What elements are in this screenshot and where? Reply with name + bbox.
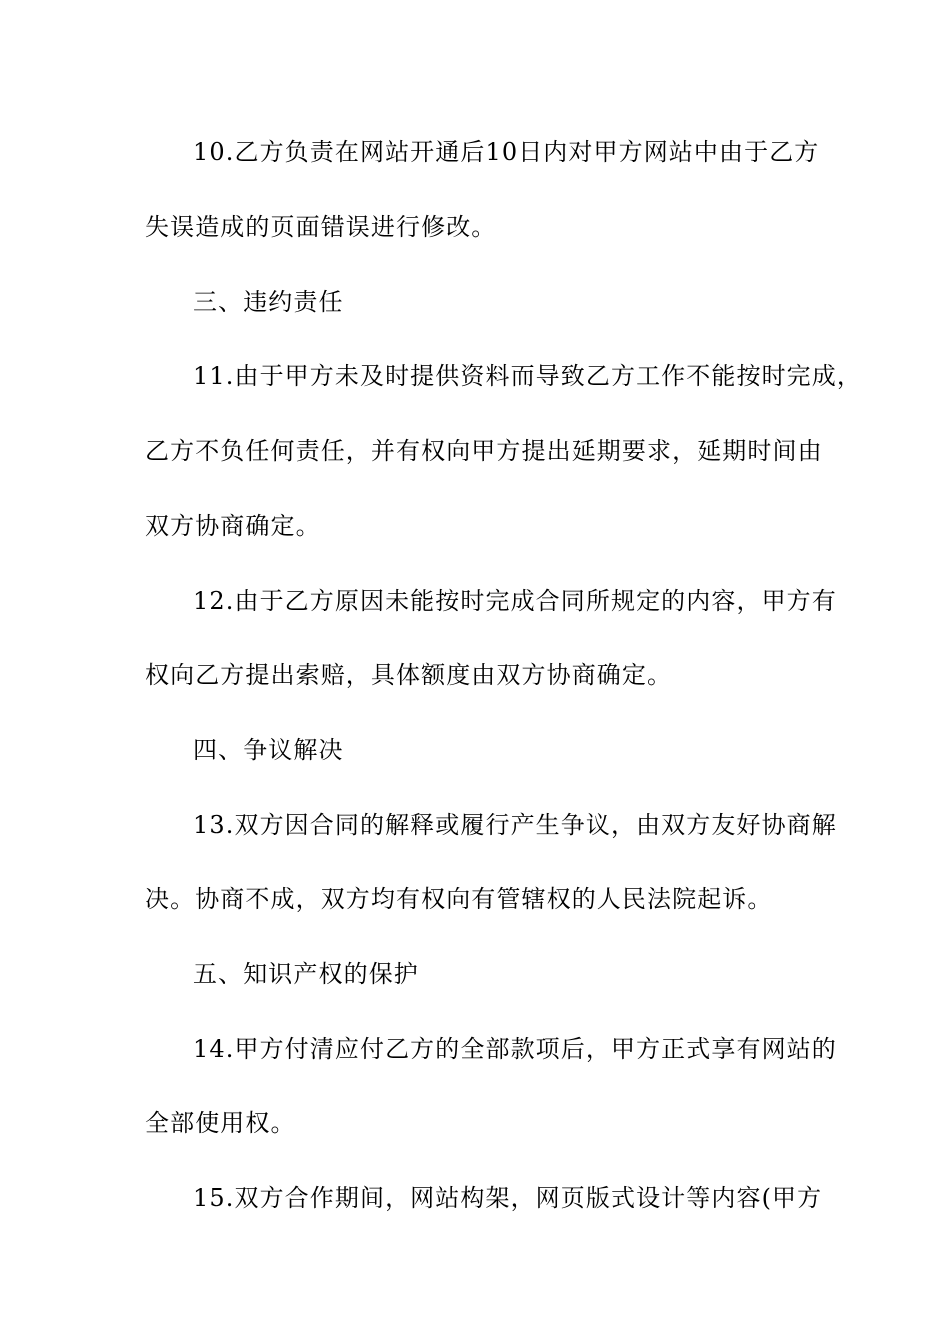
clause-11-line-2: 乙方不负任何责任，并有权向甲方提出延期要求，延期时间由 — [145, 437, 823, 465]
section-heading-dispute-resolution: 四、争议解决 — [193, 736, 344, 764]
clause-13-line-1: 13.双方因合同的解释或履行产生争议，由双方友好协商解 — [193, 811, 837, 839]
clause-10-line-1: 10.乙方负责在网站开通后10日内对甲方网站中由于乙方 — [193, 138, 820, 166]
clause-13-line-2: 决。协商不成，双方均有权向有管辖权的人民法院起诉。 — [145, 885, 773, 913]
clause-12-line-1: 12.由于乙方原因未能按时完成合同所规定的内容，甲方有 — [193, 587, 837, 615]
clause-10-line-2: 失误造成的页面错误进行修改。 — [145, 213, 497, 241]
clause-15-line-1: 15.双方合作期间，网站构架，网页版式设计等内容(甲方 — [193, 1184, 823, 1212]
section-heading-breach-liability: 三、违约责任 — [193, 288, 344, 316]
section-heading-ip-protection: 五、知识产权的保护 — [193, 960, 419, 988]
clause-14-line-1: 14.甲方付清应付乙方的全部款项后，甲方正式享有网站的 — [193, 1035, 837, 1063]
clause-14-line-2: 全部使用权。 — [145, 1109, 296, 1137]
clause-11-line-1: 11.由于甲方未及时提供资料而导致乙方工作不能按时完成， — [193, 362, 862, 390]
clause-12-line-2: 权向乙方提出索赔，具体额度由双方协商确定。 — [145, 661, 673, 689]
clause-11-line-3: 双方协商确定。 — [145, 512, 321, 540]
